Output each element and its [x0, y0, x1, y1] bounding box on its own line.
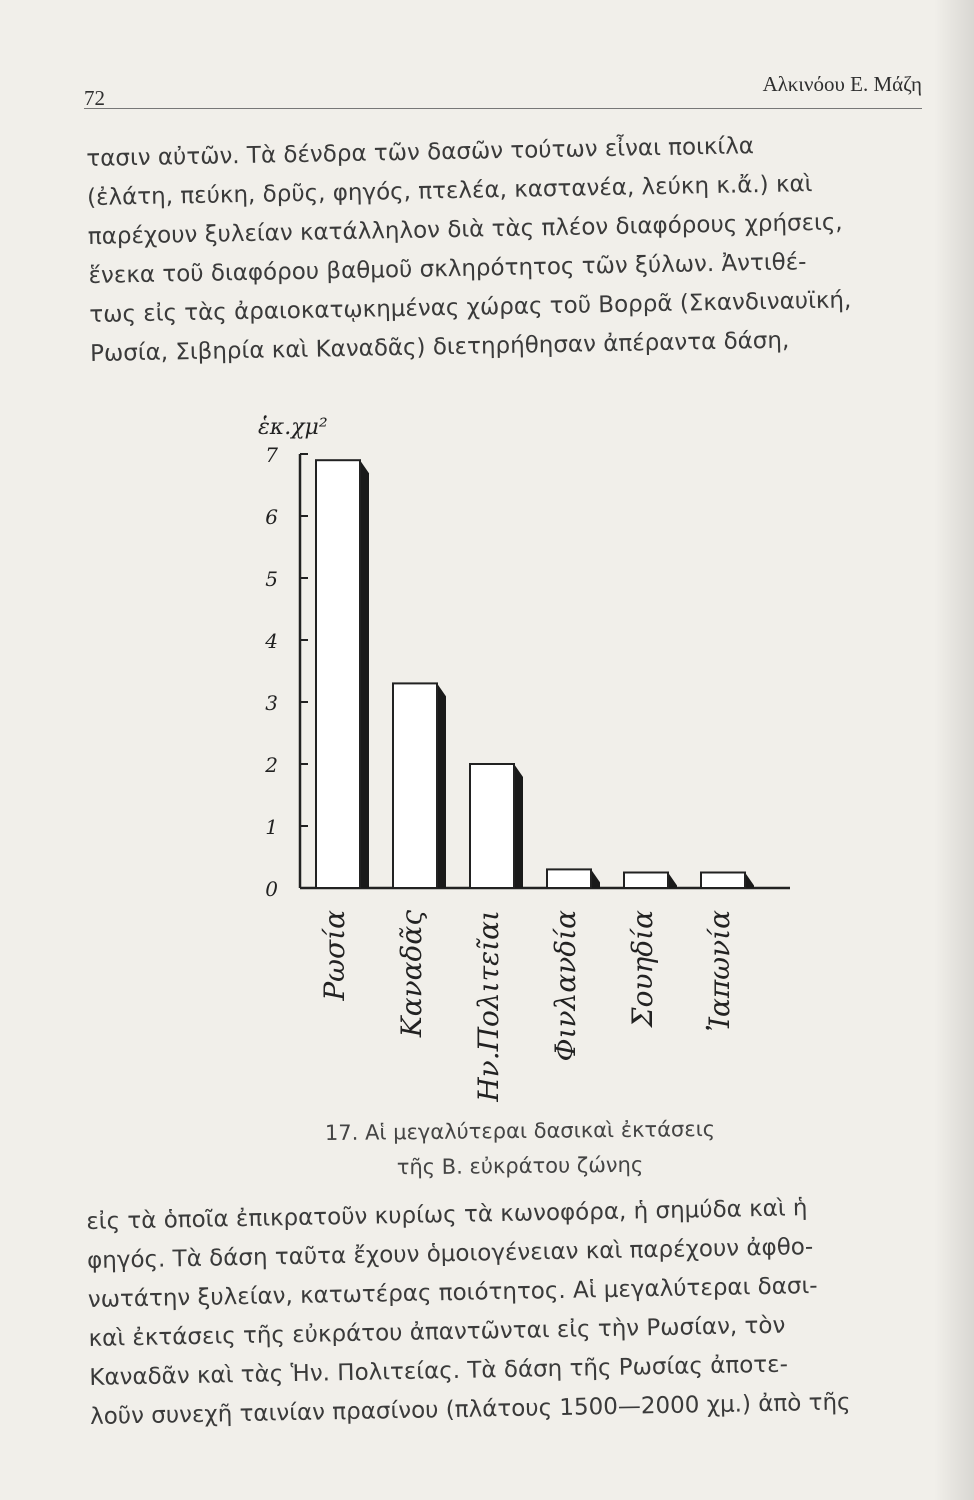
text-line: παρέχουν ξυλείαν κατάλληλον διὰ τὰς πλέον διαφόρους χρήσεις,	[87, 209, 843, 250]
x-category-label: Καναδᾶς	[395, 910, 428, 1038]
bar-1	[393, 683, 437, 888]
y-tick-label: 4	[265, 629, 278, 653]
text-line: (ἐλάτη, πεύκη, δρῦς, φηγός, πτελέα, καστανέα, λεύκη κ.ἄ.) καὶ	[86, 171, 813, 211]
bar-shadow	[668, 873, 677, 889]
text-line: ἕνεκα τοῦ διαφόρου βαθμοῦ σκληρότητος τῶν ξύλων. Ἀντιθέ-	[88, 249, 807, 289]
bar-shadow	[591, 869, 600, 888]
running-head: Αλκινόου Ε. Μάζη	[762, 72, 922, 96]
x-category-label: Ἰαπωνία	[703, 910, 736, 1032]
text-line: φηγός. Τὰ δάση ταῦτα ἔχουν ὁμοιογένειαν καὶ παρέχουν ἀφθο-	[86, 1234, 814, 1274]
bars-group	[316, 460, 754, 888]
bar-shadow	[745, 873, 754, 889]
x-category-label: Φινλανδία	[549, 910, 582, 1062]
y-tick-label: 2	[265, 753, 278, 777]
y-tick-label: 7	[265, 443, 278, 467]
text-line: εἰς τὰ ὁποῖα ἐπικρατοῦν κυρίως τὰ κωνοφόρα, ἡ σημύδα καὶ ἡ	[86, 1195, 808, 1235]
x-axis-labels	[318, 910, 736, 1103]
figure-caption-line-1: 17. Αἱ μεγαλύτεραι δασικαὶ ἐκτάσεις	[324, 1116, 716, 1146]
page-header	[84, 72, 922, 109]
bar-shadow	[514, 764, 523, 888]
text-line: τως εἰς τὰς ἀραιοκατῳκημένας χώρας τοῦ Βορρᾶ (Σκανδιναυϊκή,	[89, 287, 852, 328]
text-line: Καναδᾶν καὶ τὰς Ἡν. Πολιτείας. Τὰ δάση τῆς Ρωσίας ἀποτε-	[89, 1351, 789, 1391]
forest-area-bar-chart	[230, 410, 790, 1110]
text-line: καὶ ἐκτάσεις τῆς εὐκράτου ἀπαντῶνται εἰς τὴν Ρωσίαν, τὸν	[88, 1312, 786, 1352]
y-tick-label: 6	[265, 505, 278, 529]
y-tick-label: 5	[265, 567, 278, 591]
y-tick-label: 1	[265, 815, 278, 839]
y-tick-label: 3	[265, 691, 278, 715]
text-line: Ρωσία, Σιβηρία καὶ Καναδᾶς) διετηρήθησαν ἀπέραντα δάση,	[89, 327, 790, 367]
bar-2	[470, 764, 514, 888]
paragraph-top	[86, 124, 938, 374]
y-axis-label: ἑκ.χμ²	[258, 415, 328, 440]
x-category-label: Σουηδία	[626, 910, 659, 1028]
y-axis-ticks	[264, 443, 308, 901]
bar-shadow	[437, 683, 446, 888]
bar-5	[701, 873, 745, 889]
x-category-label: Ην.Πολιτεῖαι	[472, 910, 505, 1102]
text-line: τασιν αὐτῶν. Τὰ δένδρα τῶν δασῶν τούτων εἶναι ποικίλα	[86, 133, 755, 172]
bar-3	[547, 869, 591, 888]
x-category-label: Ρωσία	[318, 910, 351, 1001]
bar-0	[316, 460, 360, 888]
page-number: 72	[84, 86, 105, 110]
bar-shadow	[360, 460, 369, 888]
page-edge-shadow	[934, 0, 974, 1500]
text-line: νωτάτην ξυλείαν, κατωτέρας ποιότητος. Αἱ μεγαλύτεραι δασι-	[87, 1272, 818, 1313]
y-tick-label: 0	[265, 877, 278, 901]
bar-4	[624, 873, 668, 889]
figure-caption-line-2: τῆς Β. εὐκράτου ζώνης	[396, 1152, 644, 1180]
paragraph-bottom	[86, 1187, 938, 1437]
text-line: λοῦν συνεχῆ ταινίαν πρασίνου (πλάτους 1500—2000 χμ.) ἀπὸ τῆς	[89, 1389, 851, 1430]
